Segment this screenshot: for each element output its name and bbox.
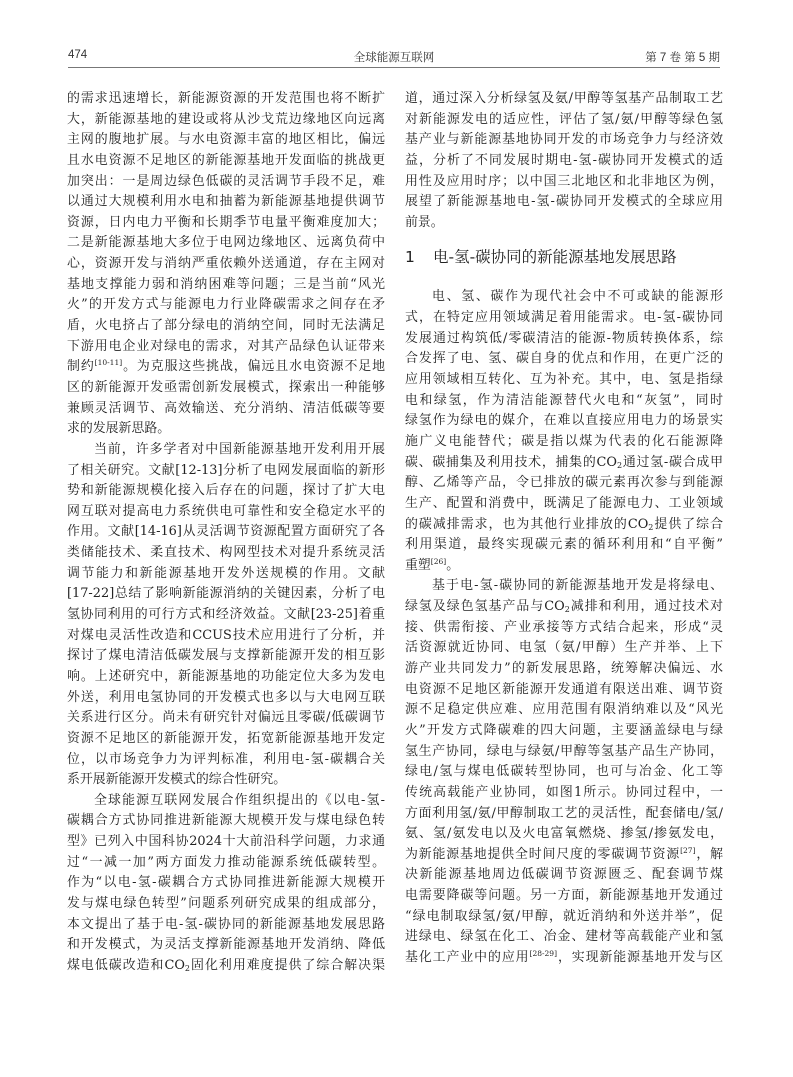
text-line: 本文提出了基于电-氢-碳协同的新能源基地发展思路 — [67, 916, 385, 932]
text-line: 探讨了煤电清洁低碳发展与支撑新能源开发的相互影 — [67, 648, 385, 664]
volume-issue: 第 7 卷 第 5 期 — [645, 52, 720, 64]
text-line: 电、氢、碳作为现代社会中不可或缺的能源形 — [432, 289, 723, 305]
text-line: 外送，利用电氢协同的开发模式也多以与大电网互联 — [67, 689, 385, 705]
text-line: 前景。 — [405, 214, 444, 230]
text-line: 火”开发方式降碳难的四大问题，主要涵盖绿电与绿 — [405, 722, 723, 738]
text-line: 方面利用氢/氨/甲醇制取工艺的灵活性，配套储电/氢/ — [405, 805, 723, 821]
text-line: 用性及应用时序；以中国三北地区和北非地区为例， — [405, 173, 723, 189]
text-line: 醇、乙烯等产品，令已排放的碳元素再次参与到能源 — [405, 475, 723, 491]
text-line: 进绿电、绿氢在化工、冶金、建材等高载能产业和氢 — [405, 929, 723, 945]
text-line: 区的新能源开发亟需创新发展模式，探索出一种能够 — [67, 379, 385, 395]
text-line: 氢协同利用的可行方式和经济效益。文献[23-25]着重 — [67, 607, 385, 623]
page-number: 474 — [68, 49, 88, 61]
text-line: 全球能源互联网发展合作组织提出的《以电-氢- — [94, 792, 385, 808]
text-line: 展望了新能源基地电-氢-碳协同开发模式的全球应用 — [405, 194, 723, 210]
header-rule — [68, 67, 720, 68]
section-number: 1 — [405, 248, 415, 267]
text-line: 关系进行区分。尚未有研究针对偏远且零碳/低碳调节 — [67, 710, 385, 726]
text-line: 型》已列入中国科协2024十大前沿科学问题，力求通 — [67, 834, 385, 850]
text-line: 接、供需衔接、产业承接等方式结合起来，形成“灵 — [405, 619, 723, 635]
text-line: 加突出：一是周边绿色低碳的灵活调节手段不足，难 — [67, 173, 385, 189]
text-line-citation: 为新能源基地提供全时间尺度的零碳调节资源[27]，解 — [405, 845, 724, 862]
text-line: [17-22]总结了影响新能源消纳的关键因素，分析了电 — [67, 586, 385, 602]
text-line-citation: 基化工产业中的应用[28-29]，实现新能源基地开发与区 — [405, 948, 724, 965]
right-column — [405, 89, 723, 969]
text-line: 大，新能源基地的建设或将从沙戈荒边缘地区向远离 — [67, 111, 385, 127]
text-line: 益，分析了不同发展时期电-氢-碳协同开发模式的适 — [405, 152, 723, 168]
text-line: 主网的腹地扩展。与水电资源丰富的地区相比，偏远 — [67, 132, 385, 148]
citation[interactable]: [28-29] — [529, 948, 557, 958]
text-line: 合发挥了电、氢、碳自身的优点和作用，在更广泛的 — [405, 351, 723, 367]
text-line: 调节能力和新能源基地开发外送规模的作用。文献 — [67, 565, 385, 581]
text-line: 应用领域相互转化、互为补充。其中，电、氢是指绿 — [405, 372, 723, 388]
text-line-citation: 重塑[26]。 — [405, 556, 460, 573]
text-line: 基地支撑能力弱和消纳困难等问题；三是当前“风光 — [67, 276, 385, 292]
text-line: 道，通过深入分析绿氢及氨/甲醇等氢基产品制取工艺 — [405, 91, 723, 106]
text-line-co2: 煤电低碳改造和$CO_2$固化利用难度提供了综合解决渠 — [67, 957, 385, 973]
text-line: 以通过大规模利用水电和抽蓄为新能源基地提供调节 — [67, 194, 385, 210]
citation[interactable]: [10-11] — [94, 358, 123, 368]
running-header — [68, 46, 720, 66]
text-line: 施广义电能替代；碳是指以煤为代表的化石能源降 — [405, 433, 723, 449]
text-line: 对新能源发电的适应性，评估了氢/氨/甲醇等绿色氢 — [405, 111, 723, 127]
text-line: 求的发展新思路。 — [67, 421, 171, 437]
text-line: 发展通过构筑低/零碳清洁的能源-物质转换体系，综 — [405, 330, 723, 346]
paragraph — [405, 576, 723, 968]
text-line: 基于电-氢-碳协同的新能源基地开发是将绿电、 — [432, 578, 723, 594]
text-line-citation: 制约[10-11]。为克服这些挑战，偏远且水电资源不足地 — [67, 358, 386, 375]
text-line: 式，在特定应用领域满足着用能需求。电-氢-碳协同 — [405, 310, 723, 326]
text-line: 基产业与新能源基地协同开发的市场竞争力与经济效 — [405, 132, 723, 148]
text-line: 氨、氢/氨发电以及火电富氧燃烧、掺氢/掺氨发电， — [405, 826, 723, 842]
text-line: 二是新能源基地大多位于电网边缘地区、远离负荷中 — [67, 235, 385, 251]
text-line: 电资源不足地区新能源开发通道有限送出难、调节资 — [405, 681, 723, 697]
text-line: 绿电/氢与煤电低碳转型协同，也可与冶金、化工等 — [405, 764, 723, 780]
text-line: 生产、配置和消费中，既满足了能源电力、工业领域 — [405, 495, 723, 511]
text-line: 位，以市场竞争力为评判标准，利用电-氢-碳耦合关 — [67, 751, 385, 767]
text-line: 兼顾灵活调节、高效输送、充分消纳、清洁低碳等要 — [67, 400, 385, 416]
text-line: 网互联对提高电力系统供电可靠性和安全稳定水平的 — [67, 503, 385, 519]
paragraph — [67, 791, 385, 977]
text-line-co2: 碳、碳捕集及利用技术，捕集的$CO_2$通过氢-碳合成甲 — [405, 454, 723, 470]
text-line: 势和新能源规模化接入后存在的问题，探讨了扩大电 — [67, 483, 385, 499]
text-line: 系开展新能源开发模式的综合性研究。 — [67, 772, 287, 788]
text-line: 且水电资源不足地区的新能源基地开发面临的挑战更 — [67, 152, 385, 168]
text-line: 发与煤电绿色转型”问题系列研究成果的组成部分， — [67, 895, 385, 911]
text-line: 盾，火电挤占了部分绿电的消纳空间，同时无法满足 — [67, 318, 385, 334]
text-line: 资源，日内电力平衡和长期季节电量平衡难度加大； — [67, 214, 385, 230]
text-line: 绿氢作为绿电的媒介，在难以直接应用电力的场景实 — [405, 413, 723, 429]
text-line-co2: 的碳减排需求，也为其他行业排放的$CO_2$提供了综合 — [405, 516, 723, 532]
text-line: 源不足稳定供应难、应用范围有限消纳难以及“风光 — [405, 702, 723, 718]
paragraph — [67, 89, 385, 440]
text-line: 火”的开发方式与能源电力行业降碳需求之间存在矛 — [67, 297, 385, 313]
section-heading — [405, 247, 723, 267]
text-line: 当前，许多学者对中国新能源基地开发利用开展 — [94, 441, 385, 457]
text-line-co2: 绿氢及绿色氢基产品与$CO_2$减排和利用，通过技术对 — [405, 599, 723, 615]
text-line: 游产业共同发力”的新发展思路，统筹解决偏远、水 — [405, 661, 723, 677]
text-line: 了相关研究。文献[12-13]分析了电网发展面临的新形 — [67, 462, 385, 478]
text-line: 氢生产协同，绿电与绿氨/甲醇等氢基产品生产协同， — [405, 743, 723, 759]
text-line: 资源不足地区的新能源开发，拓宽新能源基地开发定 — [67, 730, 385, 746]
text-line: 电需要降碳等问题。另一方面，新能源基地开发通过 — [405, 888, 723, 904]
journal-title: 全球能源互联网 — [353, 52, 435, 64]
text-line: 活资源就近协同、电氢（氨/甲醇）生产并举、上下 — [405, 640, 723, 656]
text-line: 碳耦合方式协同推进新能源大规模开发与煤电绿色转 — [67, 813, 385, 829]
citation[interactable]: [26] — [430, 556, 447, 566]
text-line: 心，资源开发与消纳严重依赖外送通道，存在主网对 — [67, 256, 385, 272]
text-line: 过“一减一加”两方面发力推动能源系统低碳转型。 — [67, 854, 385, 870]
text-line: 作用。文献[14-16]从灵活调节资源配置方面研究了各 — [67, 524, 385, 540]
section-title: 电-氢-碳协同的新能源基地发展思路 — [433, 248, 677, 267]
text-line: 对煤电灵活性改造和CCUS技术应用进行了分析，并 — [67, 627, 385, 643]
paragraph — [67, 440, 385, 791]
text-line: 下游用电企业对绿电的需求，对其产品绿色认证带来 — [67, 338, 385, 354]
text-line: 电和绿氢，作为清洁能源替代火电和“灰氢”，同时 — [405, 392, 723, 408]
citation[interactable]: [27] — [680, 845, 696, 855]
text-line: 响。上述研究中，新能源基地的功能定位大多为发电 — [67, 668, 385, 684]
text-line: 传统高载能产业协同，如图1所示。协同过程中，一 — [405, 784, 723, 800]
text-line: 的需求迅速增长，新能源资源的开发范围也将不断扩 — [67, 91, 385, 106]
text-line: 利用渠道，最终实现碳元素的循环利用和“自平衡” — [405, 537, 723, 553]
text-line: 类储能技术、柔直技术、构网型技术对提升系统灵活 — [67, 545, 385, 561]
text-line: 和开发模式，为灵活支撑新能源基地开发消纳、降低 — [67, 937, 385, 953]
text-line: “绿电制取绿氢/氨/甲醇，就近消纳和外送并举”，促 — [405, 908, 723, 924]
left-column — [67, 89, 385, 977]
paragraph — [405, 287, 723, 576]
text-line: 作为“以电-氢-碳耦合方式协同推进新能源大规模开 — [67, 875, 385, 891]
text-line: 决新能源基地周边低碳调节资源匮乏、配套调节煤 — [405, 867, 723, 883]
paragraph — [405, 89, 723, 233]
